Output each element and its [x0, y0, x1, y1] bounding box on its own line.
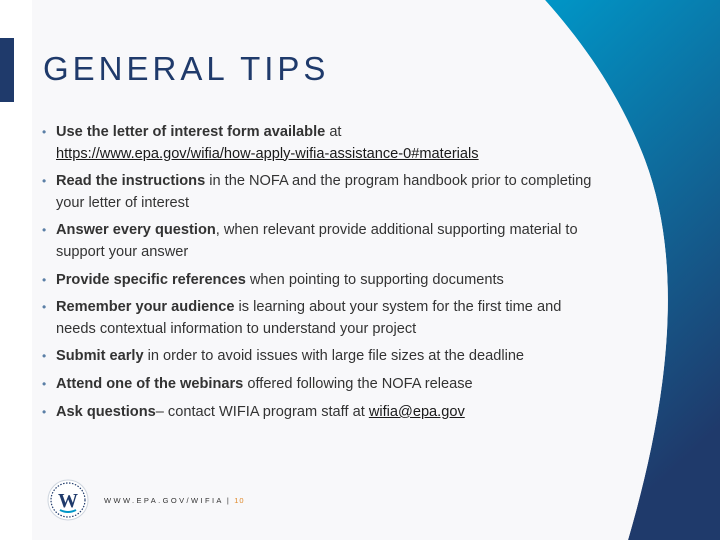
list-item — [42, 220, 602, 263]
bullet-icon: • — [42, 174, 47, 189]
logo-letter: W — [58, 490, 78, 512]
materials-link[interactable]: https://www.epa.gov/wifia/how-apply-wifia-assistance-0#materials — [56, 145, 479, 162]
email-link[interactable]: wifia@epa.gov — [368, 403, 465, 420]
list-item — [42, 402, 602, 424]
bullet-bold-text: Answer every question — [56, 222, 216, 239]
bullet-icon: • — [42, 377, 47, 392]
bullet-bold-text: Attend one of the webinars — [56, 376, 244, 393]
footer-separator: | — [226, 495, 232, 505]
bullet-icon: • — [42, 300, 47, 315]
footer-url[interactable]: WWW.EPA.GOV/WIFIA — [104, 495, 224, 505]
bullet-bold-text: Remember your audience — [56, 299, 235, 316]
bullet-bold-text: Submit early — [56, 348, 144, 365]
bullet-text: is learning about your system for the first time and needs contextual information to understand your project — [56, 299, 562, 337]
title-accent-bar — [0, 38, 14, 102]
list-item — [42, 346, 602, 368]
bullet-bold-text: Ask questions — [56, 403, 156, 420]
bullet-text: – contact WIFIA program staff at — [155, 403, 369, 420]
list-item — [42, 374, 602, 396]
list-item — [42, 122, 602, 165]
bullet-icon: • — [42, 349, 47, 364]
bullet-text: offered following the NOFA release — [243, 376, 473, 393]
slide-title: GENERAL TIPS — [43, 50, 330, 87]
bullet-text: when pointing to supporting documents — [245, 271, 504, 288]
bullet-bold-text: Read the instructions — [56, 173, 206, 190]
bullet-icon: • — [42, 223, 47, 238]
bullet-icon: • — [42, 125, 47, 139]
bullet-text: in the NOFA and the program handbook prior to completing your letter of interest — [56, 173, 592, 211]
list-item — [42, 297, 602, 340]
bullet-text: in order to avoid issues with large file sizes at the deadline — [143, 348, 525, 365]
tips-list — [42, 122, 602, 430]
list-item — [42, 270, 602, 292]
bullet-text: , when relevant provide additional supporting material to support your answer — [56, 222, 578, 260]
bullet-text: at — [325, 124, 342, 140]
wifia-logo-icon — [46, 478, 90, 522]
bullet-bold-text: Provide specific references — [56, 271, 246, 288]
bullet-icon: • — [42, 404, 47, 419]
bullet-bold-text: Use the letter of interest form available — [56, 124, 326, 140]
bullet-icon: • — [42, 272, 47, 287]
list-item — [42, 171, 602, 214]
slide-footer — [46, 478, 245, 522]
page-number: 10 — [234, 495, 245, 505]
